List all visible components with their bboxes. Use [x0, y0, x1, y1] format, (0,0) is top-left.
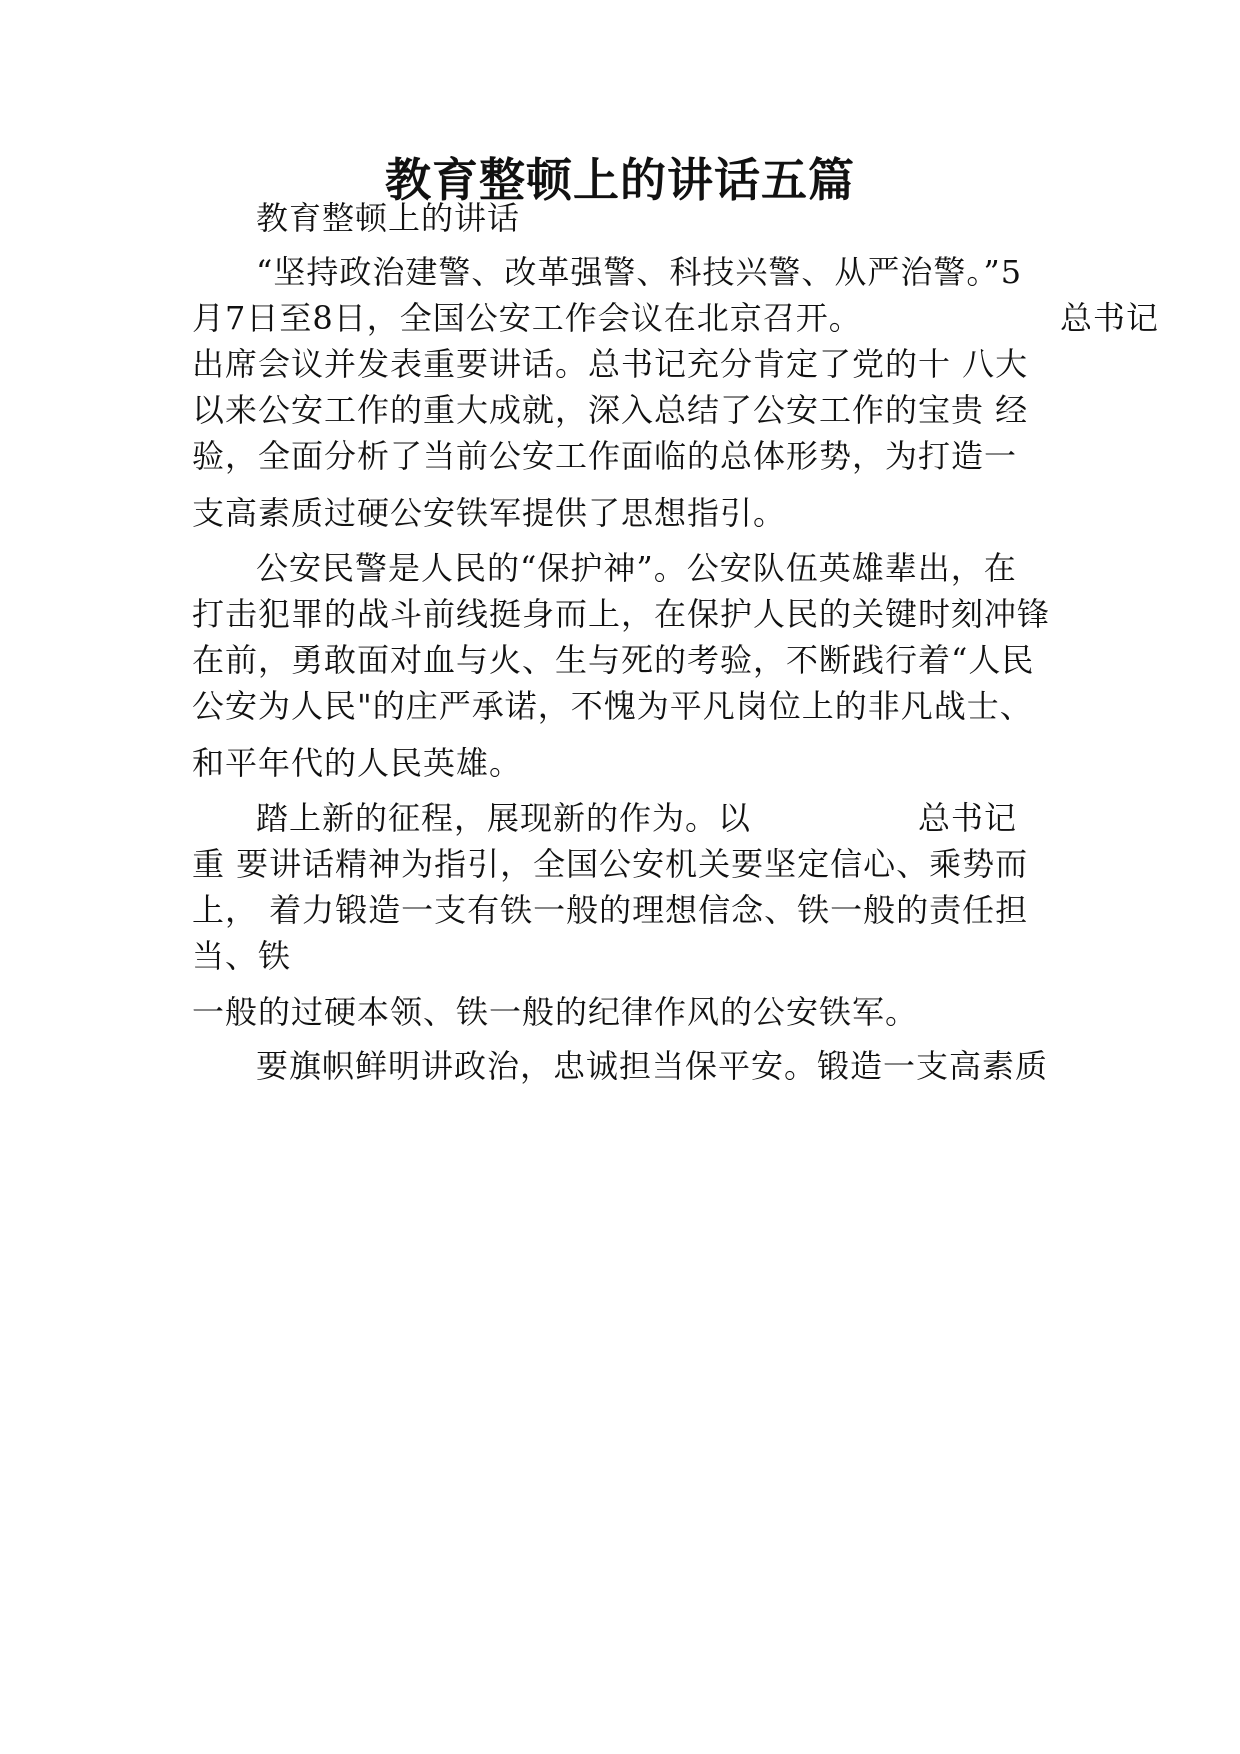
text-line: 公安民警是人民的“保护神”。公安队伍英雄辈出，在	[256, 549, 1017, 587]
text-line: 和平年代的人民英雄。	[192, 744, 523, 782]
text-line: 上， 着力锻造一支有铁一般的理想信念、铁一般的责任担	[192, 891, 1029, 929]
document-subtitle: 教育整顿上的讲话	[256, 199, 521, 237]
text-line: 在前，勇敢面对血与火、生与死的考验，不断践行着“人民	[192, 641, 1035, 679]
text-line: 以来公安工作的重大成就，深入总结了公安工作的宝贵 经	[192, 391, 1029, 429]
text-line: 踏上新的征程，展现新的作为。以	[256, 799, 752, 837]
text-line: 一般的过硬本领、铁一般的纪律作风的公安铁军。	[192, 993, 919, 1031]
text-line: 要旗帜鲜明讲政治，忠诚担当保平安。锻造一支高素质	[256, 1047, 1049, 1085]
text-line: 重 要讲话精神为指引，全国公安机关要坚定信心、乘势而	[192, 845, 1029, 883]
text-line: 总书记	[918, 799, 1018, 837]
text-line: 总书记	[1060, 299, 1160, 337]
text-line: 公安为人民"的庄严承诺，不愧为平凡岗位上的非凡战士、	[192, 687, 1033, 725]
document-title: 教育整顿上的讲话五篇	[385, 153, 855, 207]
text-line: 支高素质过硬公安铁军提供了思想指引。	[192, 494, 787, 532]
text-line: 验，全面分析了当前公安工作面临的总体形势，为打造一	[192, 437, 1018, 475]
text-line: 月7日至8日，全国公安工作会议在北京召开。	[192, 299, 862, 337]
text-line: “坚持政治建警、改革强警、科技兴警、从严治警。”5	[256, 253, 1023, 291]
text-line: 当、铁	[192, 937, 292, 975]
text-line: 打击犯罪的战斗前线挺身而上，在保护人民的关键时刻冲锋	[192, 595, 1051, 633]
text-line: 出席会议并发表重要讲话。总书记充分肯定了党的十 八大	[192, 345, 1029, 383]
